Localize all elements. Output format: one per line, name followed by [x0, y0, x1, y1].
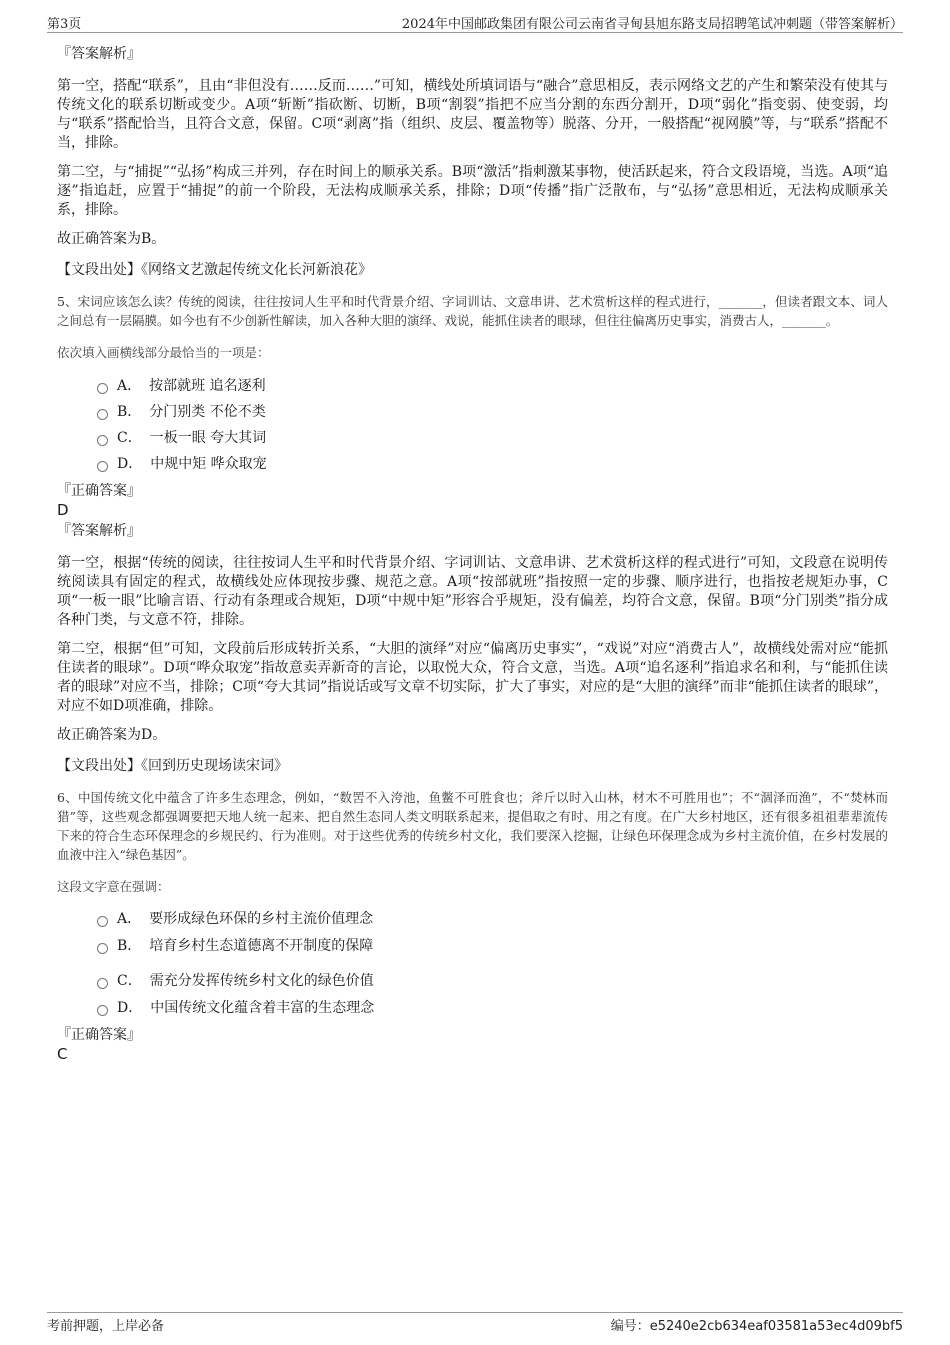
question-6-options	[97, 909, 888, 1018]
question-5-options	[97, 376, 888, 474]
question-6-prompt: 这段文字意在强调：	[57, 879, 170, 894]
radio-button[interactable]	[97, 409, 108, 420]
radio-button[interactable]	[97, 461, 108, 472]
page-content	[57, 44, 888, 1063]
option-c[interactable]: C． 需充分发挥传统乡村文化的绿色价值	[97, 971, 888, 991]
footer-slogan: 考前押题，上岸必备	[47, 1319, 165, 1334]
question-5-prompt: 依次填入画横线部分最恰当的一项是：	[57, 345, 270, 360]
page-number: 第3页	[47, 17, 82, 32]
analysis-paragraph: 第一空，根据“传统的阅读，往往按词人生平和时代背景介绍、字词训诂、文意串讲、艺术赏析这样的程式进行”可知，文段意在说明传统阅读具有固定的程式，故横线处应体现按步骤、规范之意。A项“按部就班”指按照一定的步骤、顺序进行，也指按老规矩办事，C项“一板一眼”比喻言语、行动有条理或合规矩，D项“中规中矩”形容合乎规矩，没有偏差，均符合文意，保留。B项“分门别类”指分成各种门类，与文意不符，排除。	[57, 555, 888, 628]
analysis-paragraph: 第二空，根据“但”可知，文段前后形成转折关系，“大胆的演绎”对应“偏离历史事实”，“戏说”对应“消费古人”，故横线处需对应“能抓住读者的眼球”。D项“哗众取宠”指故意卖弄新奇的言论，以取悦大众，符合文意，当选。A项“追名逐利”指追求名和利，与“能抓住读者的眼球”对应不当，排除；C项“夸大其词”指说话或写文章不切实际，扩大了事实，对应的是“大胆的演绎”而非“能抓住读者的眼球”，对应不如D项准确，排除。	[57, 641, 888, 714]
correct-answer-label: 『正确答案』	[57, 483, 141, 499]
correct-answer: D	[57, 501, 69, 519]
page-header	[47, 10, 903, 33]
document-title: 2024年中国邮政集团有限公司云南省寻甸县旭东路支局招聘笔试冲刺题（带答案解析）	[401, 17, 903, 32]
page-footer	[47, 1312, 903, 1334]
analysis-paragraph: 第二空，与“捕捉”“弘扬”构成三并列，存在时间上的顺承关系。B项“激活”指刺激某事物，使活跃起来，符合文段语境，当选。A项“追逐”指追赶，应置于“捕捉”的前一个阶段，无法构成顺承关系，排除；D项“传播”指广泛散布，与“弘扬”意思相近，无法构成顺承关系，排除。	[57, 164, 888, 218]
option-d[interactable]: D． 中国传统文化蕴含着丰富的生态理念	[97, 998, 888, 1018]
correct-answer-label: 『正确答案』	[57, 1027, 141, 1043]
radio-button[interactable]	[97, 1005, 108, 1016]
option-b[interactable]: B． 分门别类 不伦不类	[97, 402, 888, 422]
option-c[interactable]: C． 一板一眼 夸大其词	[97, 428, 888, 448]
option-a[interactable]: A． 按部就班 追名逐利	[97, 376, 888, 396]
analysis-label: 『答案解析』	[57, 523, 141, 539]
option-a[interactable]: A． 要形成绿色环保的乡村主流价值理念	[97, 909, 888, 929]
analysis-label: 『答案解析』	[57, 46, 141, 62]
conclusion-text: 故正确答案为B。	[57, 231, 166, 247]
conclusion-text: 故正确答案为D。	[57, 727, 167, 743]
correct-answer: C	[57, 1045, 68, 1063]
radio-button[interactable]	[97, 943, 108, 954]
source-citation: 【文段出处】《网络文艺激起传统文化长河新浪花》	[57, 262, 372, 278]
source-citation: 【文段出处】《回到历史现场读宋词》	[57, 758, 288, 774]
radio-button[interactable]	[97, 978, 108, 989]
document-code: 编号：e5240e2cb634eaf03581a53ec4d09bf5	[610, 1319, 903, 1334]
question-5-text: 5、宋词应该怎么读？传统的阅读，往往按词人生平和时代背景介绍、字词训诂、文意串讲、艺术赏析这样的程式进行，_______，但读者跟文本、词人之间总有一层隔膜。如今也有不少创新性解读，加入各种大胆的演绎、戏说，能抓住读者的眼球，但往往偏离历史事实，消费古人，_______。	[57, 294, 888, 328]
question-6-text: 6、中国传统文化中蕴含了许多生态理念，例如，“数罟不入洿池，鱼鳖不可胜食也；斧斤以时入山林，材木不可胜用也”；不“涸泽而渔”，不“焚林而猎”等，这些观念都强调要把天地人统一起来、把自然生态同人类文明联系起来，提倡取之有时、用之有度。在广大乡村地区，还有很多祖祖辈辈流传下来的符合生态环保理念的乡规民约、行为准则。对于这些优秀的传统乡村文化，我们要深入挖掘，让绿色环保理念成为乡村主流价值，在乡村发展的血液中注入“绿色基因”。	[57, 790, 888, 862]
radio-button[interactable]	[97, 435, 108, 446]
radio-button[interactable]	[97, 916, 108, 927]
option-b[interactable]: B． 培育乡村生态道德离不开制度的保障	[97, 936, 888, 956]
radio-button[interactable]	[97, 383, 108, 394]
analysis-paragraph: 第一空，搭配“联系”，且由“非但没有……反而……”可知，横线处所填词语与“融合”意思相反，表示网络文艺的产生和繁荣没有使其与传统文化的联系切断或变少。A项“斩断”指砍断、切断，B项“割裂”指把不应当分割的东西分割开，D项“弱化”指变弱、使变弱，均与“联系”搭配恰当，且符合文意，保留。C项“剥离”指（组织、皮层、覆盖物等）脱落、分开，一般搭配“视网膜”等，与“联系”搭配不当，排除。	[57, 78, 888, 151]
option-d[interactable]: D． 中规中矩 哗众取宠	[97, 454, 888, 474]
